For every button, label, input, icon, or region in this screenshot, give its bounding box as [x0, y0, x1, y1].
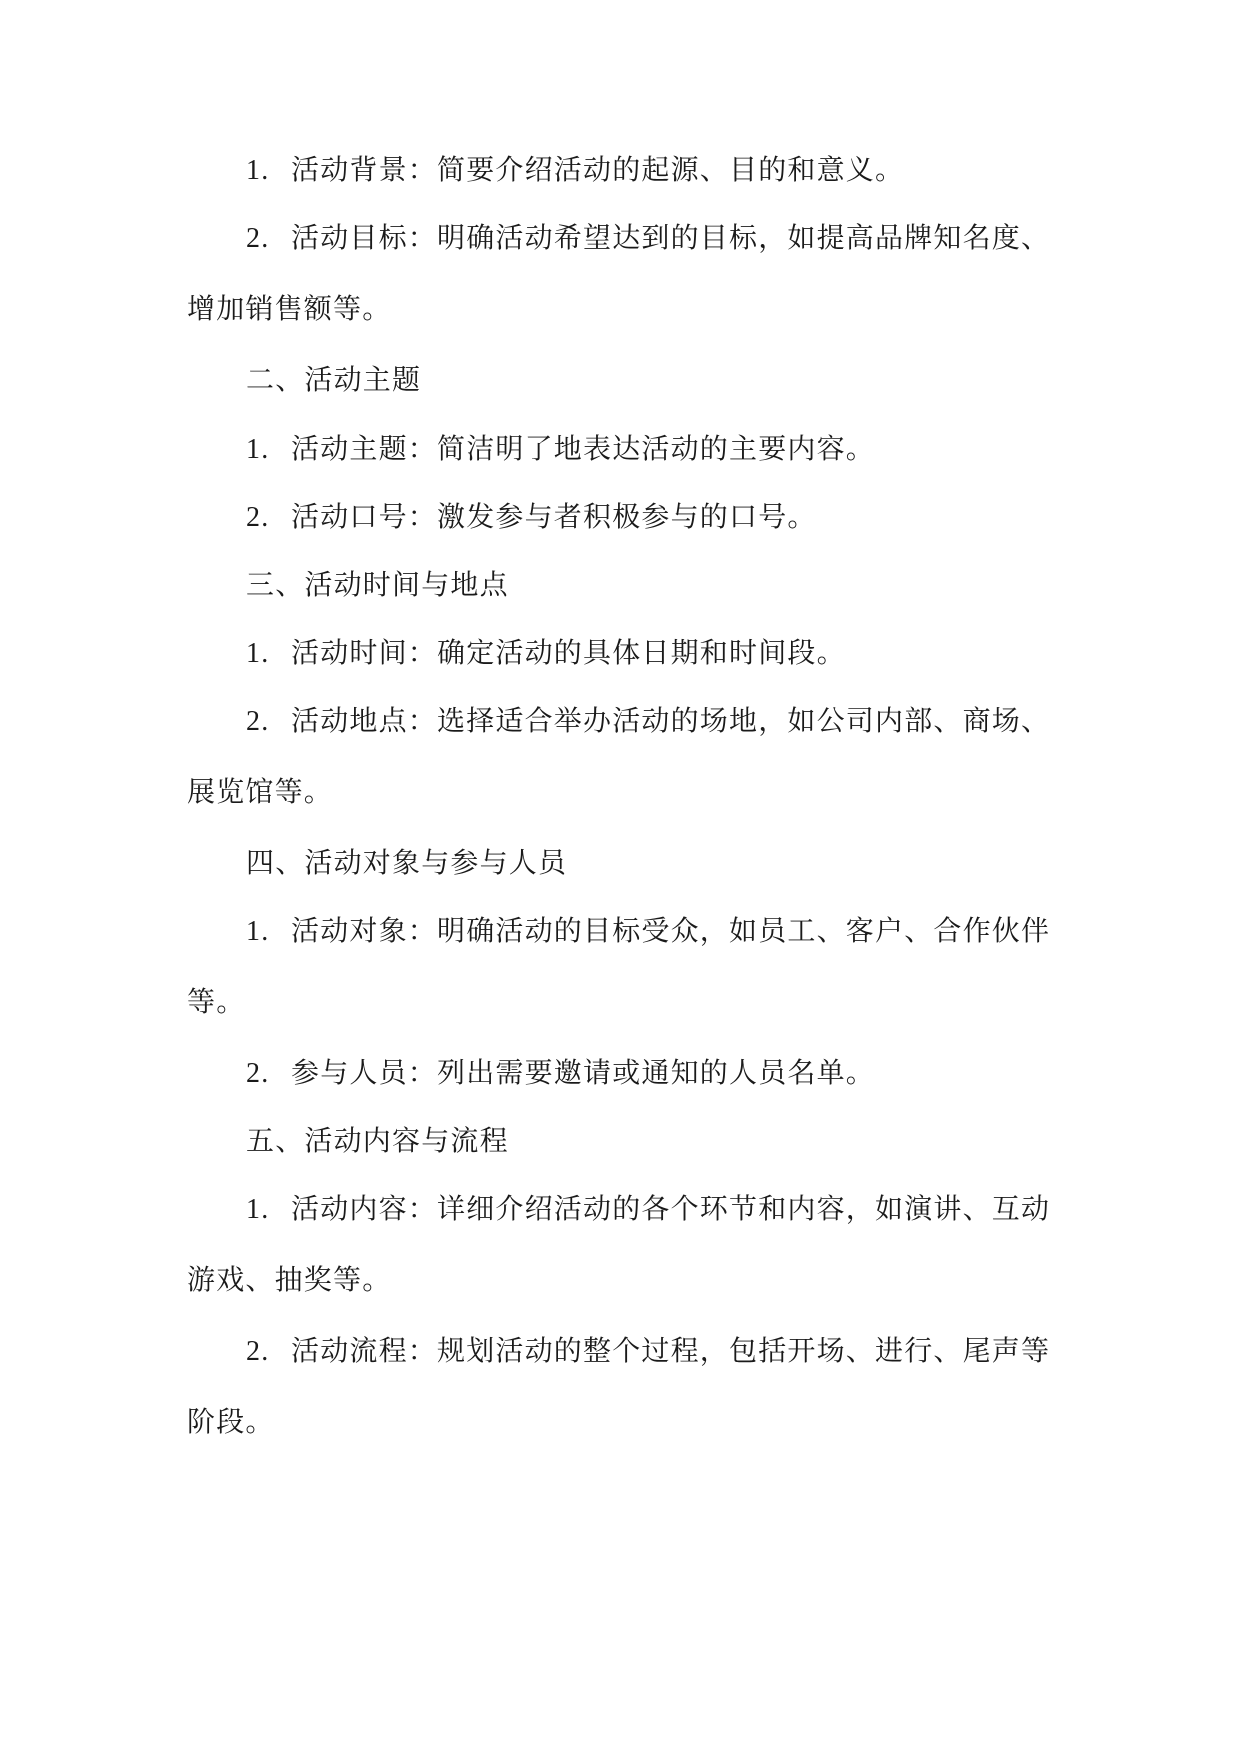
list-item-flow-continuation [187, 1402, 1067, 1442]
section-heading-text: 四、活动对象与参与人员 [246, 846, 568, 879]
item-text: 活动主题：简洁明了地表达活动的主要内容。 [291, 432, 876, 465]
section-heading-content-flow [246, 1121, 1126, 1161]
item-text: 活动目标：明确活动希望达到的目标，如提高品牌知名度、 [291, 221, 1051, 254]
item-text: 活动口号：激发参与者积极参与的口号。 [291, 500, 817, 533]
list-item-audience-continuation [187, 982, 1067, 1022]
item-text: 活动对象：明确活动的目标受众，如员工、客户、合作伙伴 [291, 914, 1051, 947]
section-heading-audience [246, 843, 1126, 883]
list-item-background [246, 150, 1126, 190]
section-heading-text: 三、活动时间与地点 [246, 568, 509, 601]
item-text: 增加销售额等。 [187, 292, 392, 325]
list-item-content-continuation [187, 1260, 1067, 1300]
item-number: 2. [246, 1058, 270, 1089]
section-heading-time-place [246, 565, 1126, 605]
item-text: 活动背景：简要介绍活动的起源、目的和意义。 [291, 153, 905, 186]
item-text: 展览馆等。 [187, 775, 334, 808]
item-number: 1. [246, 638, 270, 669]
list-item-goal-continuation [187, 289, 1067, 329]
list-item-slogan [246, 497, 1126, 537]
item-text: 活动内容：详细介绍活动的各个环节和内容，如演讲、互动 [291, 1192, 1051, 1225]
item-number: 2. [246, 223, 270, 254]
item-text: 活动地点：选择适合举办活动的场地，如公司内部、商场、 [291, 704, 1051, 737]
item-number: 1. [246, 434, 270, 465]
section-heading-theme [246, 360, 1126, 400]
list-item-audience [246, 911, 1126, 951]
item-text: 参与人员：列出需要邀请或通知的人员名单。 [291, 1056, 876, 1089]
list-item-content [246, 1189, 1126, 1229]
item-number: 1. [246, 1194, 270, 1225]
list-item-theme [246, 429, 1126, 469]
list-item-place [246, 701, 1126, 741]
list-item-participants [246, 1053, 1126, 1093]
item-text: 等。 [187, 985, 246, 1018]
item-number: 2. [246, 1336, 270, 1367]
list-item-goal [246, 218, 1126, 258]
item-text: 活动时间：确定活动的具体日期和时间段。 [291, 636, 846, 669]
list-item-flow [246, 1331, 1126, 1371]
item-number: 2. [246, 502, 270, 533]
list-item-place-continuation [187, 772, 1067, 812]
item-text: 游戏、抽奖等。 [187, 1263, 392, 1296]
item-number: 1. [246, 916, 270, 947]
item-number: 1. [246, 155, 270, 186]
list-item-time [246, 633, 1126, 673]
item-text: 阶段。 [187, 1405, 275, 1438]
section-heading-text: 二、活动主题 [246, 363, 422, 396]
item-number: 2. [246, 706, 270, 737]
section-heading-text: 五、活动内容与流程 [246, 1124, 509, 1157]
item-text: 活动流程：规划活动的整个过程，包括开场、进行、尾声等 [291, 1334, 1051, 1367]
